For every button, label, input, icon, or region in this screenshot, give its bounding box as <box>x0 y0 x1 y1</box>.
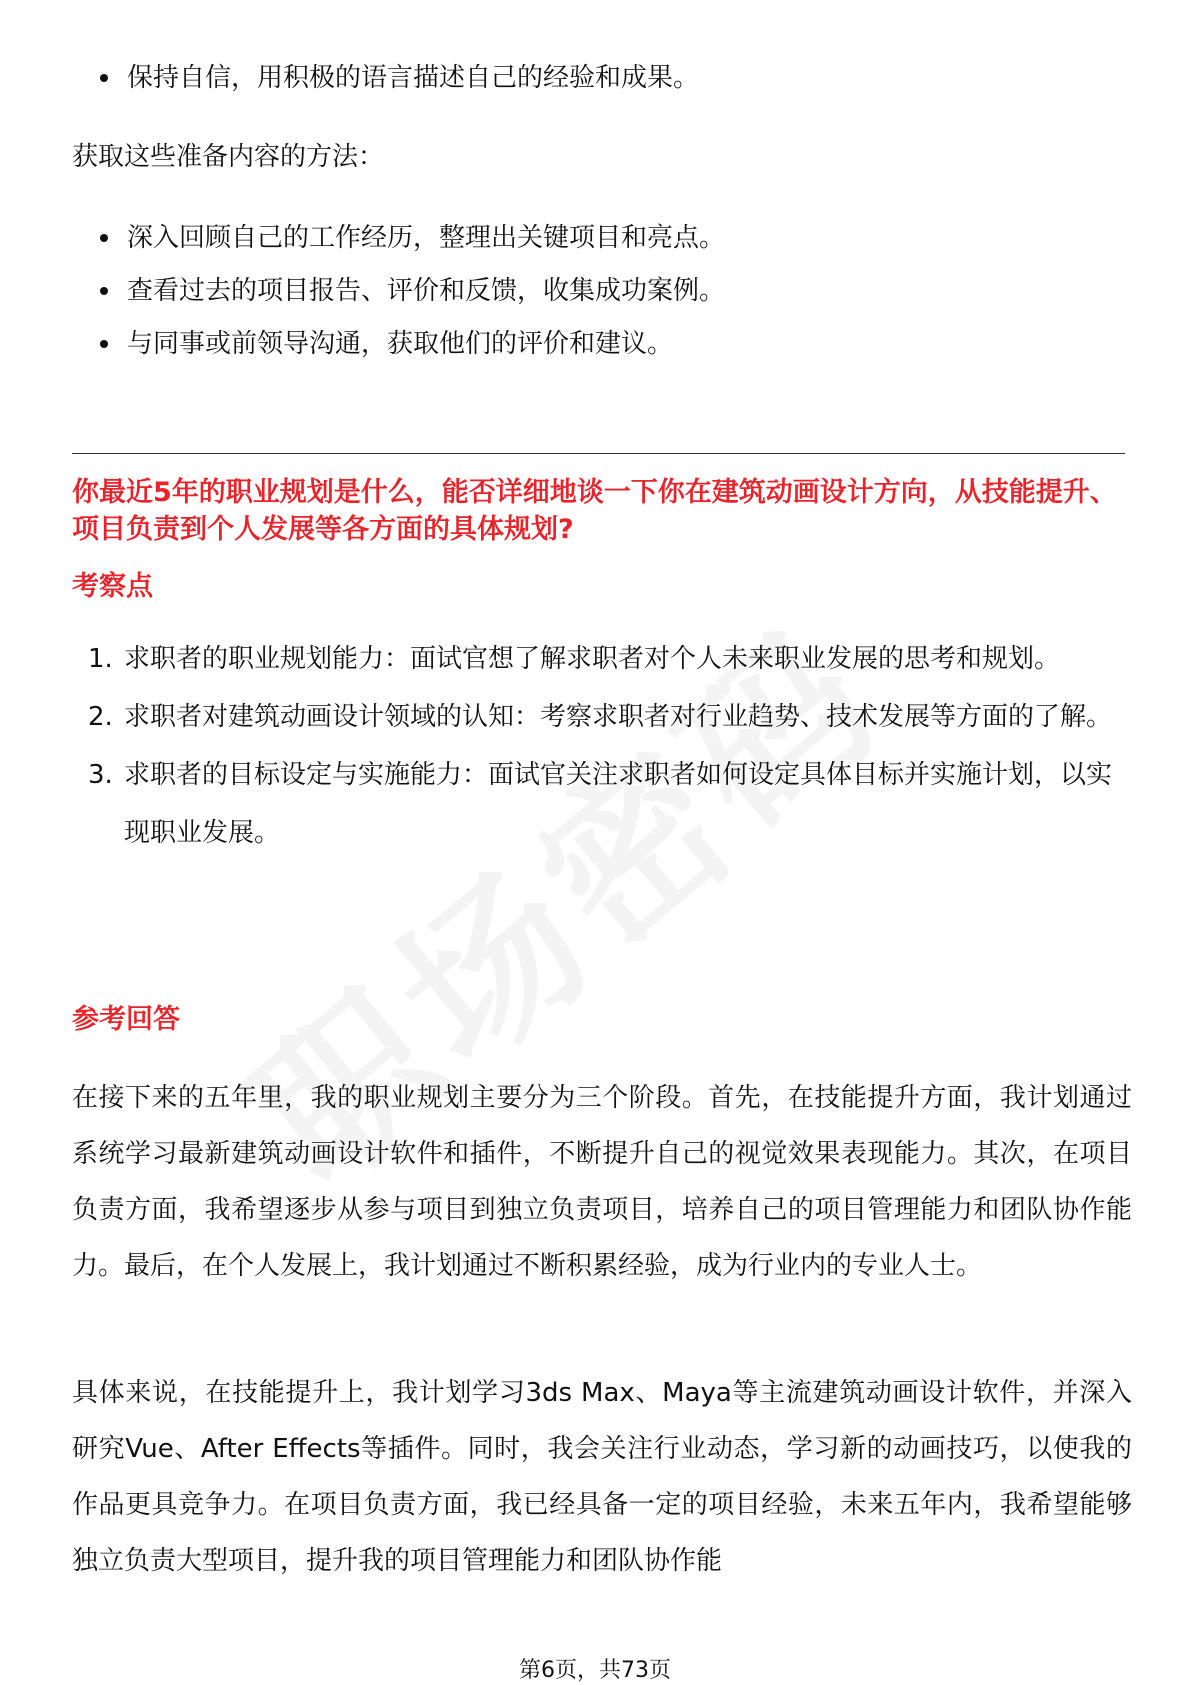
list-item: 保持自信，用积极的语言描述自己的经验和成果。 <box>95 62 699 94</box>
list-item: 深入回顾自己的工作经历，整理出关键项目和亮点。 <box>95 222 725 254</box>
answer-paragraph: 在接下来的五年里，我的职业规划主要分为三个阶段。首先，在技能提升方面，我计划通过系统学习最新建筑动画设计软件和插件，不断提升自己的视觉效果表现能力。其次，在项目负责方面，我希望逐步从参与项目到独立负责项目，培养自己的项目管理能力和团队协作能力。最后，在个人发展上，我计划通过不断积累经验，成为行业内的专业人士。 <box>72 1083 1132 1281</box>
item-number: 1. <box>88 644 113 674</box>
methods-heading: 获取这些准备内容的方法： <box>72 142 385 172</box>
section-divider <box>72 453 1125 454</box>
list-item <box>72 630 1132 688</box>
item-number: 2. <box>88 702 113 732</box>
list-item <box>72 746 1132 862</box>
points-list <box>72 630 1132 862</box>
item-text: 求职者的目标设定与实施能力：面试官关注求职者如何设定具体目标并实施计划，以实现职业发展。 <box>124 760 1113 848</box>
method-bullet-list <box>95 222 725 360</box>
item-text: 求职者对建筑动画设计领域的认知：考察求职者对行业趋势、技术发展等方面的了解。 <box>124 702 1113 732</box>
item-text: 求职者的职业规划能力：面试官想了解求职者对个人未来职业发展的思考和规划。 <box>124 644 1061 674</box>
list-item <box>72 688 1132 746</box>
question-heading: 你最近5年的职业规划是什么，能否详细地谈一下你在建筑动画设计方向，从技能提升、项目负责到个人发展等各方面的具体规划? <box>72 477 1117 545</box>
section-title-answer: 参考回答 <box>72 1004 180 1035</box>
section-title-points: 考察点 <box>72 571 153 602</box>
list-item: 与同事或前领导沟通，获取他们的评价和建议。 <box>95 328 725 360</box>
item-number: 3. <box>88 760 113 790</box>
answer-paragraph: 具体来说，在技能提升上，我计划学习3ds Max、Maya等主流建筑动画设计软件，并深入研究Vue、After Effects等插件。同时，我会关注行业动态，学习新的动画技巧，以使我的作品更具竞争力。在项目负责方面，我已经具备一定的项目经验，未来五年内，我希望能够独立负责大型项目，提升我的项目管理能力和团队协作能 <box>72 1378 1132 1576</box>
top-bullet-list <box>95 62 699 94</box>
list-item: 查看过去的项目报告、评价和反馈，收集成功案例。 <box>95 275 725 307</box>
page-footer: 第6页，共73页 <box>519 1658 671 1683</box>
